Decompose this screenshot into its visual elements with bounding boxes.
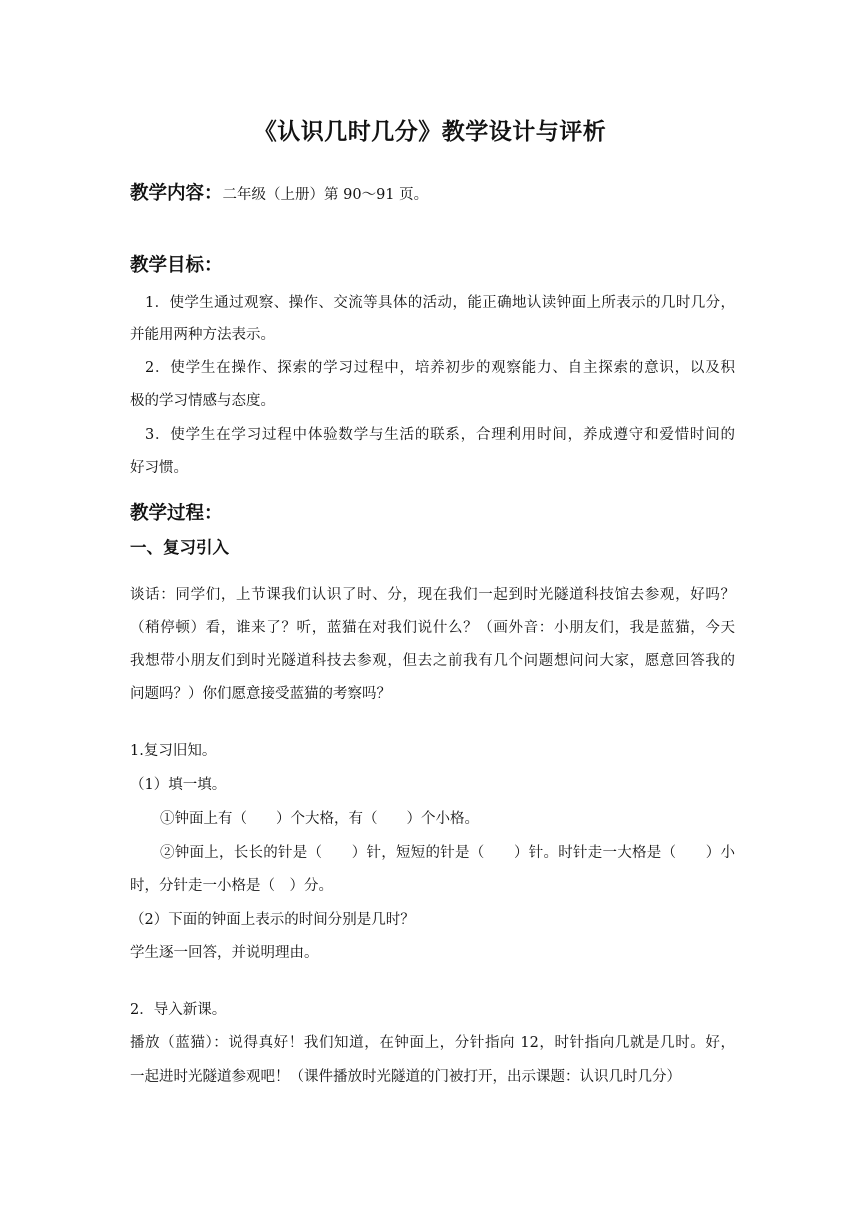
review-title: 1.复习旧知。 — [130, 743, 217, 759]
talk-line-3: 我想带小朋友们到时光隧道科技去参观，但去之前我有几个问题想问问大家，愿意回答我的 — [130, 653, 735, 669]
section-1-heading: 一、复习引入 — [130, 538, 229, 557]
question-3: （2）下面的钟面上表示的时间分别是几时？ — [130, 912, 415, 928]
intro-line-2: 一起进时光隧道参观吧！（课件播放时光隧道的门被打开，出示课题：认识几时几分） — [130, 1069, 681, 1085]
goal-3-line-1: 3．使学生在学习过程中体验数学与生活的联系，合理利用时间，养成遵守和爱惜时间的 — [145, 427, 735, 443]
teaching-process-heading: 教学过程： — [130, 503, 223, 524]
teaching-content-line — [130, 184, 735, 205]
goal-1-line-2: 并能用两种方法表示。 — [130, 327, 275, 343]
question-2-line-2: 时，分针走一小格是（ ）分。 — [130, 878, 333, 894]
question-1: ①钟面上有（ ）个大格，有（ ）个小格。 — [160, 811, 479, 827]
intro-line-1: 播放（蓝猫）：说得真好！我们知道，在钟面上，分针指向 12，时针指向几就是几时。好， — [130, 1035, 735, 1051]
talk-line-2: （稍停顿）看，谁来了？听，蓝猫在对我们说什么？（画外音：小朋友们，我是蓝猫，今天 — [130, 620, 735, 636]
talk-line-1: 谈话：同学们，上节课我们认识了时、分，现在我们一起到时光隧道科技馆去参观，好吗？ — [130, 587, 735, 603]
intro-title: 2．导入新课。 — [130, 1002, 227, 1018]
student-answer: 学生逐一回答，并说明理由。 — [130, 945, 319, 961]
fill-title: （1）填一填。 — [130, 777, 227, 793]
goal-2-line-1: 2．使学生在操作、探索的学习过程中，培养初步的观察能力、自主探索的意识，以及积 — [145, 360, 735, 376]
talk-line-4: 问题吗？）你们愿意接受蓝猫的考察吗？ — [130, 686, 391, 702]
teaching-content-value: 二年级（上册）第 90～91 页。 — [222, 187, 429, 203]
teaching-goals-heading: 教学目标： — [130, 255, 223, 276]
goal-2-line-2: 极的学习情感与态度。 — [130, 393, 275, 409]
question-2-line-1: ②钟面上，长长的针是（ ）针，短短的针是（ ）针。时针走一大格是（ ）小 — [160, 845, 735, 861]
goal-3-line-2: 好习惯。 — [130, 460, 188, 476]
document-title: 《认识几时几分》教学设计与评析 — [253, 118, 607, 145]
teaching-content-label: 教学内容： — [130, 183, 223, 204]
goal-1-line-1: 1．使学生通过观察、操作、交流等具体的活动，能正确地认读钟面上所表示的几时几分， — [145, 295, 735, 311]
